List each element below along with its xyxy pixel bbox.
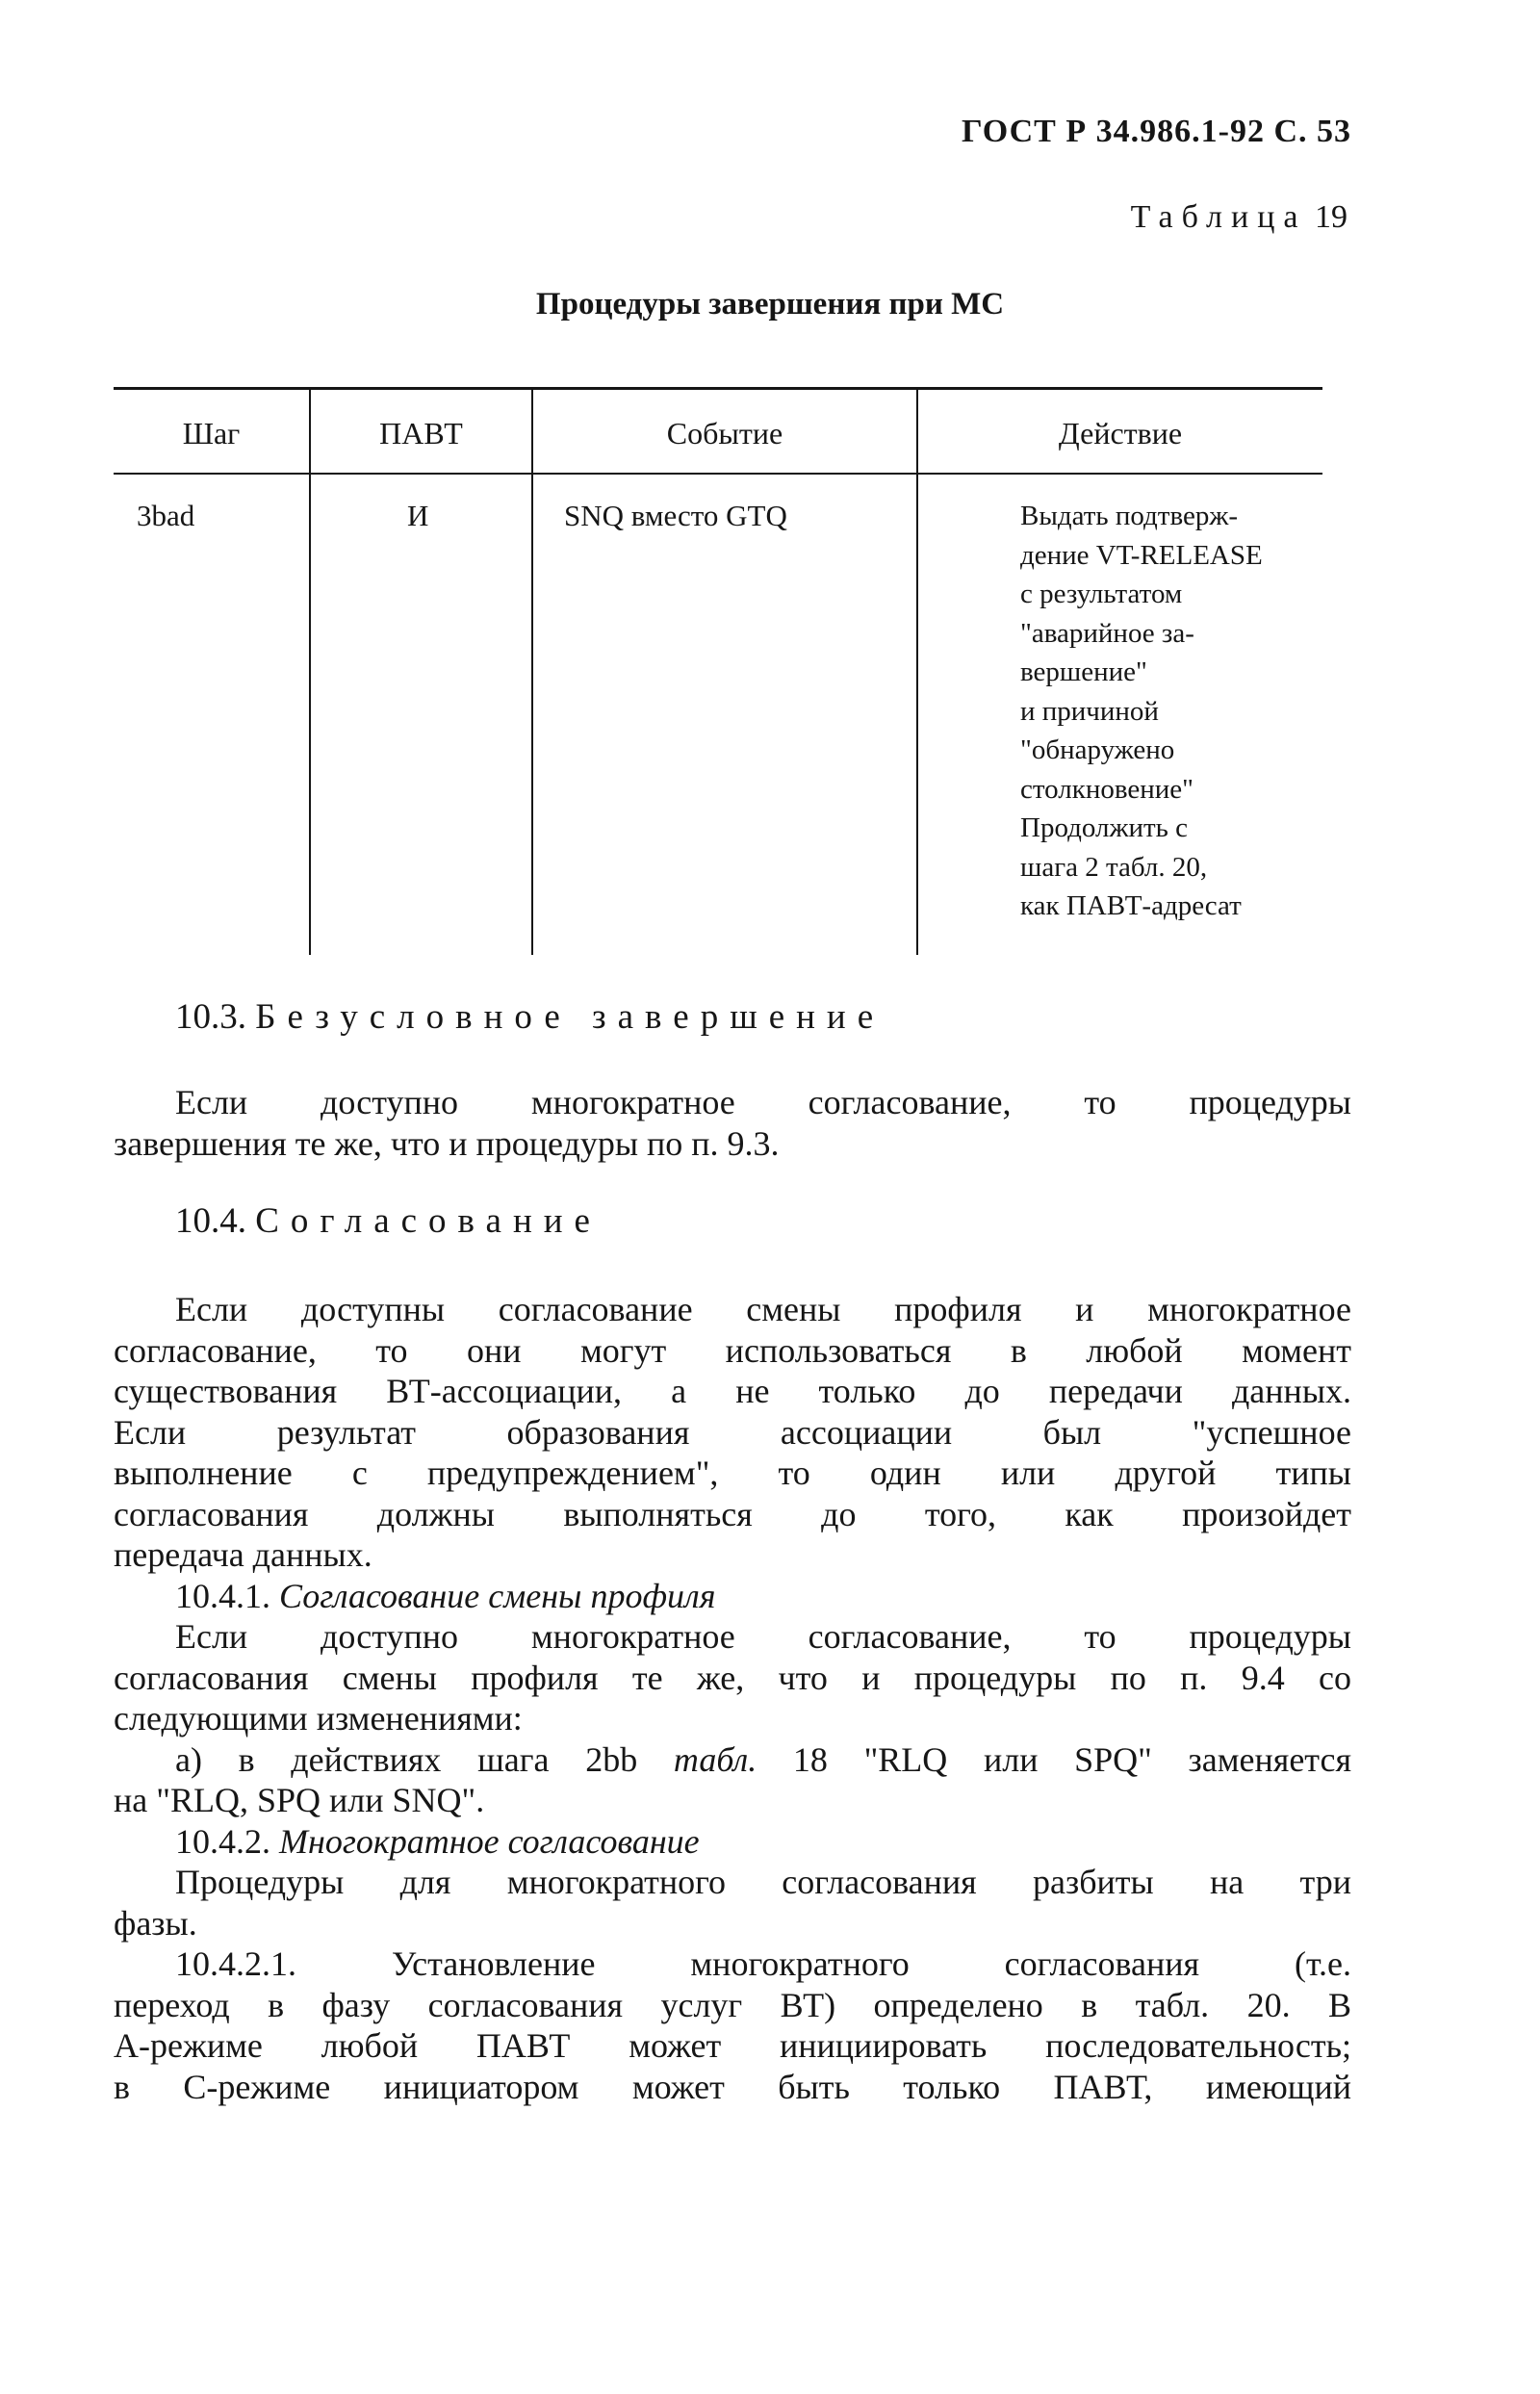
paragraph-line: выполнение с предупреждением", то один или другой типы	[114, 1454, 1351, 1492]
section-10-4-1-heading	[114, 1576, 1351, 1617]
table-header-rule	[114, 473, 1322, 475]
paragraph-line: переход в фазу согласования услуг ВТ) определено в табл. 20. В	[114, 1985, 1351, 2024]
table-label: Таблица	[1130, 199, 1307, 235]
section-title: Согласование смены профиля	[279, 1576, 716, 1615]
action-line: "обнаружено	[1020, 734, 1175, 765]
action-line: столкновение"	[1020, 773, 1194, 805]
paragraph-line: завершения те же, что и процедуры по п. 9.3.	[114, 1123, 780, 1163]
paragraph-line: Если доступно многократное согласование, то процедуры	[175, 1617, 1351, 1656]
list-item-text: а) в действиях шага 2bb	[175, 1739, 638, 1779]
paragraph-line: фазы.	[114, 1903, 197, 1943]
column-header-action: Действие	[1058, 416, 1183, 450]
paragraph-line: согласование, то они могут использоваться в любой момент	[114, 1330, 1351, 1370]
paragraph-line: Если результат образования ассоциации был "успешное	[114, 1412, 1351, 1452]
paragraph-line: следующими изменениями:	[114, 1699, 523, 1738]
section-10-4-heading	[114, 1201, 1351, 1243]
table-number-value: 19	[1315, 199, 1348, 235]
action-line: с результатом	[1020, 579, 1183, 609]
action-line: дение VT-RELEASE	[1020, 539, 1263, 571]
column-divider	[916, 387, 918, 955]
section-number: 10.3.	[175, 997, 246, 1037]
action-line: как ПАВТ-адресат	[1020, 890, 1242, 921]
paragraph-line: в С-режиме инициатором может быть только ПАВТ, имеющий	[114, 2067, 1351, 2106]
running-header: ГОСТ Р 34.986.1-92 С. 53	[961, 114, 1351, 149]
cell-step: 3bad	[137, 499, 195, 532]
paragraph-line: Процедуры для многократного согласования разбиты на три	[175, 1863, 1351, 1901]
action-line: и причиной	[1020, 695, 1159, 727]
section-number: 10.4.1.	[175, 1576, 270, 1615]
section-10-3-paragraph	[114, 1082, 1351, 1164]
paragraph-line: существования ВТ-ассоциации, а не только до передачи данных.	[114, 1372, 1351, 1410]
action-line: Выдать подтверж-	[1020, 501, 1239, 531]
table-reference: табл.	[673, 1739, 757, 1779]
action-line: вершение"	[1020, 656, 1147, 687]
paragraph-line: передача данных.	[114, 1535, 372, 1574]
section-10-4-2-heading	[114, 1821, 1351, 1863]
section-title: Безусловное завершение	[255, 997, 886, 1037]
cell-event: SNQ вместо GTQ	[564, 499, 787, 532]
column-header-pavt: ПАВТ	[379, 416, 463, 450]
table-title: Процедуры завершения при МС	[535, 287, 1005, 322]
list-item-a-continuation: на "RLQ, SPQ или SNQ".	[114, 1781, 485, 1819]
action-line: Продолжить с	[1020, 812, 1189, 843]
section-10-3-heading	[114, 997, 1351, 1039]
column-header-step: Шаг	[182, 416, 241, 450]
table-top-rule	[114, 387, 1322, 390]
cell-pavt: И	[407, 499, 429, 532]
action-line: шага 2 табл. 20,	[1020, 851, 1208, 883]
section-10-4-paragraph	[114, 1289, 1351, 2107]
cell-action	[1020, 497, 1263, 926]
procedure-table	[114, 387, 1322, 955]
paragraph-line: согласования смены профиля те же, что и процедуры по п. 9.4 со	[114, 1658, 1351, 1697]
section-number: 10.4.	[175, 1201, 246, 1241]
paragraph-line: Если доступно многократное согласование, то процедуры	[175, 1083, 1351, 1121]
column-header-event: Событие	[666, 416, 783, 450]
paragraph-line: 10.4.2.1. Установление многократного согласования (т.е.	[175, 1944, 1351, 1983]
list-item-a	[114, 1739, 1351, 1781]
section-number: 10.4.2.	[175, 1821, 270, 1861]
column-divider	[309, 387, 311, 955]
paragraph-line: А-режиме любой ПАВТ может инициировать последовательность;	[114, 2026, 1351, 2065]
action-line: "аварийное за-	[1020, 617, 1194, 649]
section-title: Многократное согласование	[279, 1821, 700, 1861]
list-item-text: 18 "RLQ или SPQ" заменяется	[792, 1739, 1352, 1779]
column-divider	[531, 387, 533, 955]
table-number	[1131, 199, 1348, 236]
section-title: Согласование	[255, 1201, 602, 1241]
paragraph-line: Если доступны согласование смены профиля и многократное	[175, 1290, 1351, 1328]
paragraph-line: согласования должны выполняться до того, как произойдет	[114, 1494, 1351, 1533]
